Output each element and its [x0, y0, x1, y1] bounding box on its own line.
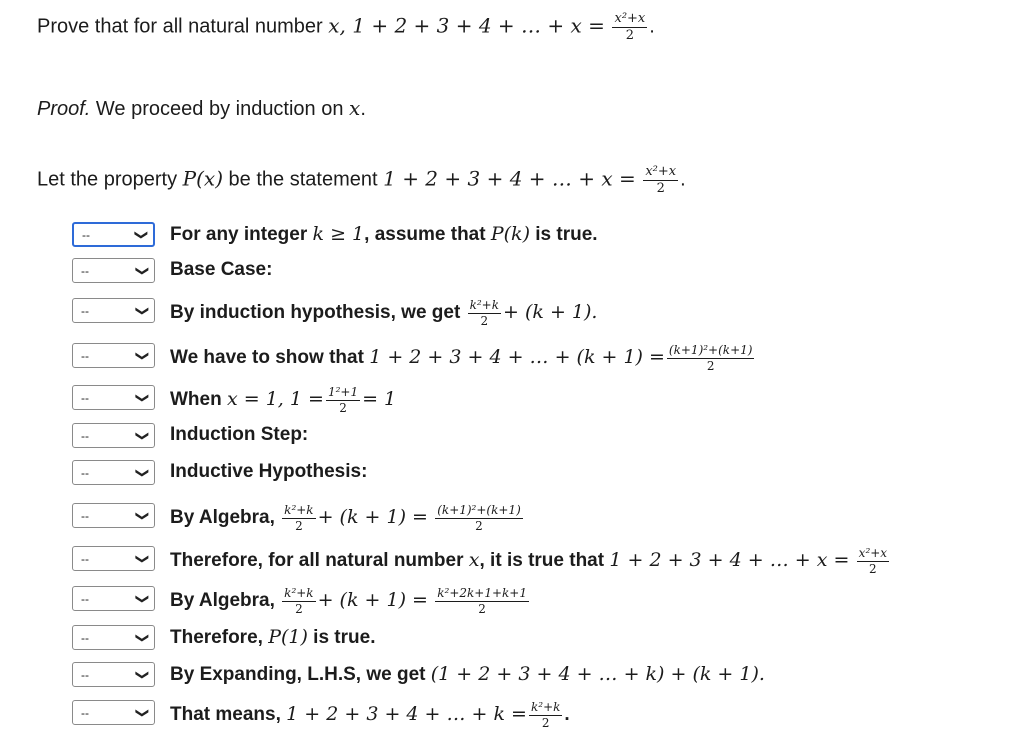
step-order-select-1[interactable] [72, 222, 155, 247]
select-value: -- [81, 551, 89, 566]
select-value: -- [81, 667, 89, 682]
step-order-select-4[interactable] [72, 343, 155, 368]
chevron-down-icon: ❯ [134, 229, 150, 240]
step-order-select-8[interactable] [72, 503, 155, 528]
step-order-select-5[interactable] [72, 385, 155, 410]
proof-label: Proof. [37, 98, 91, 120]
proof-step-8: By Algebra, $\frac{\text{k²+k}}{2}$ + (k + 1) = $\frac{\text{(k+1)²+(k+1)}}{2}$ [170, 503, 521, 533]
step-fraction: $\frac{\text{k²+k}}{2}$ [284, 503, 314, 533]
step-fraction: $\frac{\text{x²+x}}{2}$ [858, 546, 888, 576]
step-fraction-2: $\frac{\text{(k+1)²+(k+1)}}{2}$ [437, 503, 521, 533]
proof-step-6: Induction Step: [170, 424, 309, 445]
problem-statement: Prove that for all natural number x, 1 + 2 + 3 + 4 + … + x = $\frac{\text{x²+x}}{2}$ . [37, 11, 655, 43]
step-order-select-13[interactable] [72, 700, 155, 725]
select-value: -- [81, 465, 89, 480]
statement-text: Prove that for all natural number [37, 15, 329, 38]
step-order-select-11[interactable] [72, 625, 155, 650]
proof-step-3: By induction hypothesis, we get $\frac{\text{k²+k}}{2}$ + (k + 1). [170, 298, 598, 328]
select-value: -- [82, 227, 90, 242]
step-fraction-2: $\frac{\text{k²+2k+1+k+1}}{2}$ [437, 586, 527, 616]
select-value: -- [81, 303, 89, 318]
proof-step-13: That means, 1 + 2 + 3 + 4 + … + k = $\frac{\text{k²+k}}{2}$ . [170, 700, 570, 730]
step-fraction: $\frac{\text{k²+k}}{2}$ [469, 298, 500, 328]
step-order-select-10[interactable] [72, 586, 155, 611]
step-order-select-7[interactable] [72, 460, 155, 485]
chevron-down-icon: ❯ [135, 265, 151, 276]
chevron-down-icon: ❯ [135, 510, 151, 521]
select-value: -- [81, 630, 89, 645]
chevron-down-icon: ❯ [135, 350, 151, 361]
chevron-down-icon: ❯ [135, 305, 151, 316]
chevron-down-icon: ❯ [135, 467, 151, 478]
step-order-select-3[interactable] [72, 298, 155, 323]
proof-intro: Proof. We proceed by induction on x. [37, 96, 366, 120]
select-value: -- [81, 348, 89, 363]
chevron-down-icon: ❯ [135, 707, 151, 718]
step-order-select-6[interactable] [72, 423, 155, 448]
step-fraction: $\frac{\text{k²+k}}{2}$ [284, 586, 314, 616]
chevron-down-icon: ❯ [135, 553, 151, 564]
proof-step-5: When x = 1, 1 = $\frac{\text{1²+1}}{2}$ = 1 [170, 385, 397, 415]
select-value: -- [81, 705, 89, 720]
select-value: -- [81, 508, 89, 523]
proof-step-12: By Expanding, L.H.S, we get (1 + 2 + 3 + 4 + … + k) + (k + 1). [170, 663, 765, 685]
proof-step-7: Inductive Hypothesis: [170, 461, 368, 482]
chevron-down-icon: ❯ [135, 632, 151, 643]
step-fraction: $\frac{\text{k²+k}}{2}$ [530, 700, 561, 730]
proof-step-2: Base Case: [170, 259, 273, 280]
select-value: -- [81, 428, 89, 443]
statement-math: x, 1 + 2 + 3 + 4 + … + x = [328, 13, 605, 38]
select-value: -- [81, 263, 89, 278]
chevron-down-icon: ❯ [135, 392, 151, 403]
step-order-select-9[interactable] [72, 546, 155, 571]
chevron-down-icon: ❯ [135, 669, 151, 680]
proof-step-11: Therefore, P(1) is true. [170, 626, 376, 648]
step-order-select-2[interactable] [72, 258, 155, 283]
statement-fraction: $\frac{\text{x²+x}}{2}$ [614, 11, 646, 43]
step-fraction: $\frac{\text{(k+1)²+(k+1)}}{2}$ [668, 343, 753, 373]
select-value: -- [81, 390, 89, 405]
property-fraction: $\frac{\text{x²+x}}{2}$ [645, 164, 677, 196]
proof-step-10: By Algebra, $\frac{\text{k²+k}}{2}$ + (k + 1) = $\frac{\text{k²+2k+1+k+1}}{2}$ [170, 586, 527, 616]
chevron-down-icon: ❯ [135, 430, 151, 441]
proof-step-9: Therefore, for all natural number x, it is true that 1 + 2 + 3 + 4 + … + x = $\frac{\text{x²+x}}{2}$ [170, 546, 888, 576]
proof-step-4: We have to show that 1 + 2 + 3 + 4 + … + (k + 1) = $\frac{\text{(k+1)²+(k+1)}}{2}$ [170, 343, 753, 373]
step-fraction: $\frac{\text{1²+1}}{2}$ [327, 385, 359, 415]
chevron-down-icon: ❯ [135, 593, 151, 604]
select-value: -- [81, 591, 89, 606]
step-order-select-12[interactable] [72, 662, 155, 687]
proof-step-1: For any integer k ≥ 1, assume that P(k) is true. [170, 223, 598, 245]
property-definition: Let the property P(x) be the statement 1 + 2 + 3 + 4 + … + x = $\frac{\text{x²+x}}{2}$ . [37, 164, 686, 196]
